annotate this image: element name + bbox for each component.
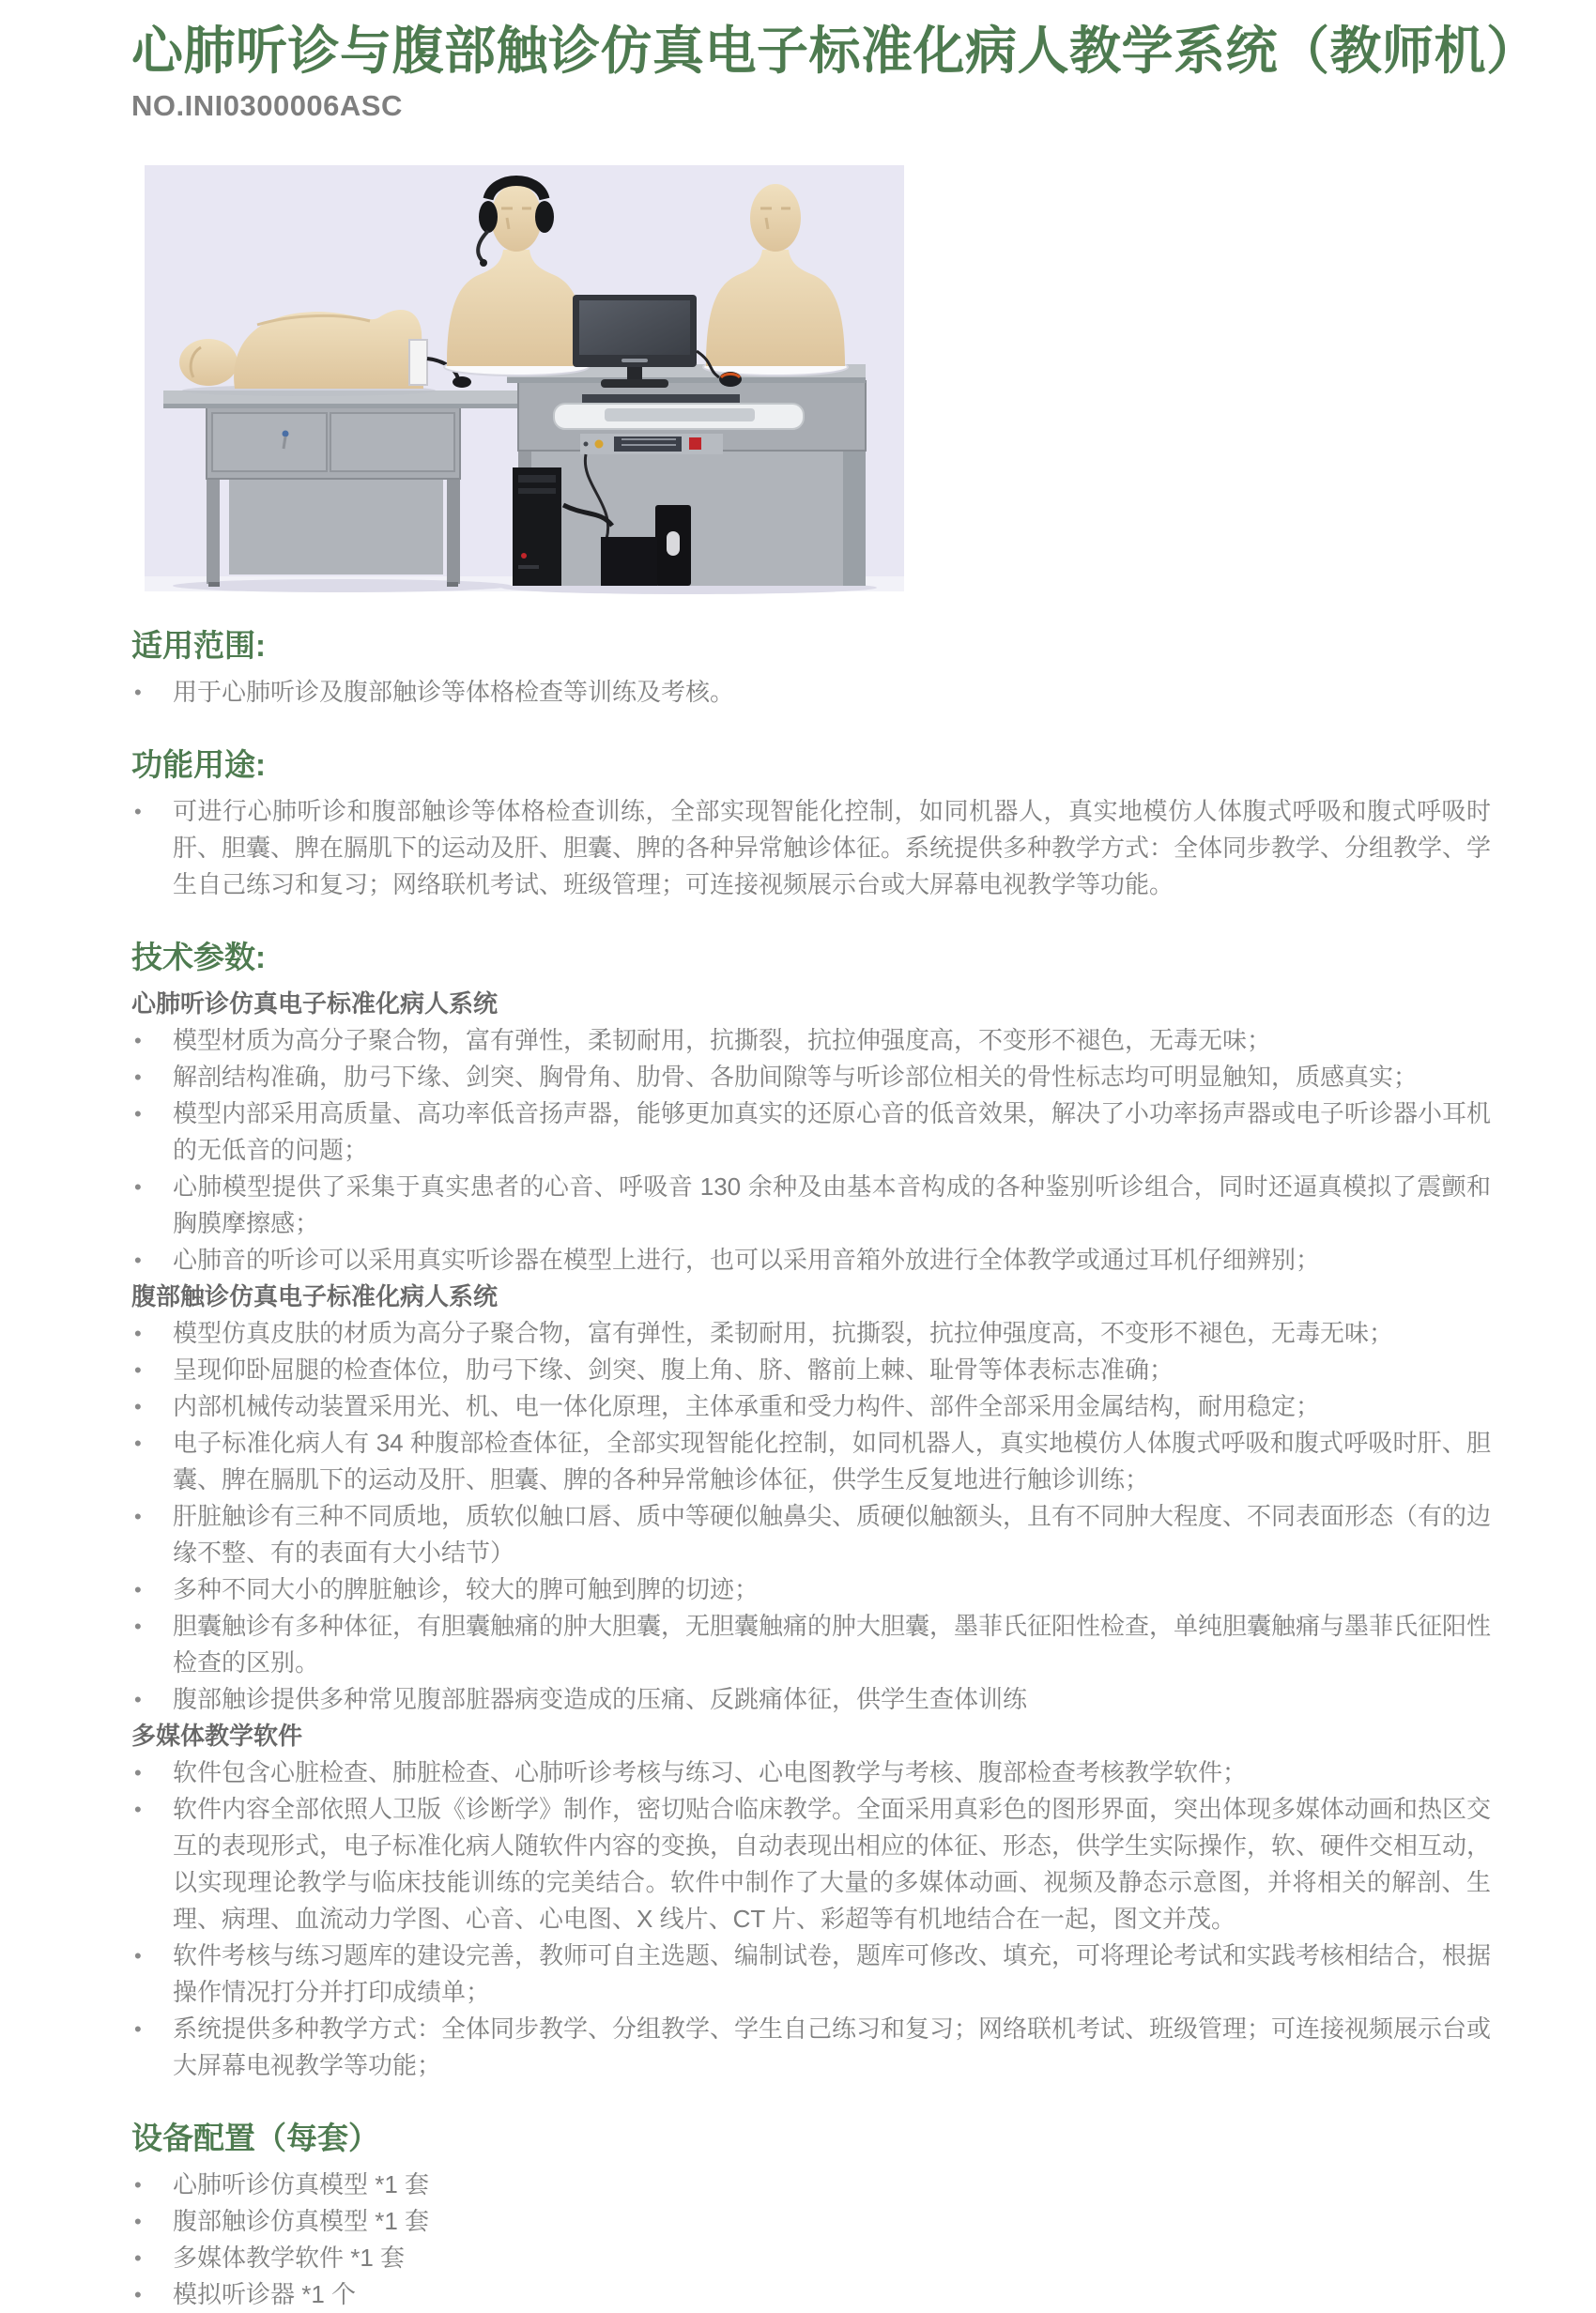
- list-item: • 多种不同大小的脾脏触诊，较大的脾可触到脾的切迹；: [131, 1571, 1491, 1608]
- scope-list: [131, 674, 1491, 711]
- software-spec-list: [131, 1754, 1491, 2084]
- list-item: • 模型材质为高分子聚合物，富有弹性，柔韧耐用，抗撕裂，抗拉伸强度高，不变形不褪色，无毒无味；: [131, 1022, 1491, 1059]
- list-item: • 系统提供多种教学方式：全体同步教学、分组教学、学生自己练习和复习；网络联机考试、班级管理；可连接视频展示台或大屏幕电视教学等功能；: [131, 2011, 1491, 2084]
- stethoscope: [453, 376, 471, 388]
- list-item: • 模拟听诊器 *1 个: [131, 2276, 1491, 2313]
- auscultation-spec-list: [131, 1022, 1491, 1279]
- list-item: • 模型仿真皮肤的材质为高分子聚合物，富有弹性，柔韧耐用，抗撕裂，抗拉伸强度高，不变形不褪色，无毒无味；: [131, 1315, 1491, 1352]
- list-item: • 腹部触诊提供多种常见腹部脏器病变造成的压痛、反跳痛体征，供学生查体训练: [131, 1681, 1491, 1718]
- list-item: • 解剖结构准确，肋弓下缘、剑突、胸骨角、肋骨、各肋间隙等与听诊部位相关的骨性标志均可明显触知，质感真实；: [131, 1059, 1491, 1095]
- product-photo-illustration: [145, 165, 904, 591]
- section-heading-specs: 技术参数:: [131, 939, 266, 974]
- pc-tower: [513, 467, 561, 586]
- power-button: [689, 437, 701, 450]
- list-item: • 腹部触诊仿真模型 *1 套: [131, 2203, 1491, 2240]
- list-item: • 软件内容全部依照人卫版《诊断学》制作，密切贴合临床教学。全面采用真彩色的图形界面，突出体现多媒体动画和热区交互的表现形式，电子标准化病人随软件内容的变换，自动表现出相应的体征、形态，供学生实际操作，软、硬件交相互动，以实现理论教学与临床技能训练的完美结合。软件中制作了大量的多媒体动画、视频及静态示意图，并将相关的解剖、生理、病理、血流动力学图、心音、心电图、X 线片、CT 片、彩超等有机地结合在一起，图文并茂。: [131, 1791, 1491, 1938]
- list-item: • 内部机械传动装置采用光、机、电一体化原理，主体承重和受力构件、部件全部采用金属结构，耐用稳定；: [131, 1388, 1491, 1425]
- function-list: [131, 793, 1491, 903]
- subheading-multimedia-software: 多媒体教学软件: [131, 1721, 303, 1750]
- subheading-auscultation-system: 心肺听诊仿真电子标准化病人系统: [131, 988, 499, 1018]
- list-item: • 呈现仰卧屈腿的检查体位，肋弓下缘、剑突、腹上角、脐、髂前上棘、耻骨等体表标志准确；: [131, 1352, 1491, 1388]
- list-item: • 心肺模型提供了采集于真实患者的心音、呼吸音 130 余种及由基本音构成的各种鉴别听诊组合，同时还逼真模拟了震颤和胸膜摩擦感；: [131, 1169, 1491, 1242]
- section-heading-config: 设备配置（每套）: [131, 2120, 379, 2155]
- list-item: • 可进行心肺听诊和腹部触诊等体格检查训练，全部实现智能化控制，如同机器人，真实地模仿人体腹式呼吸和腹式呼吸时肝、胆囊、脾在膈肌下的运动及肝、胆囊、脾的各种异常触诊体征。系统提供多种教学方式：全体同步教学、分组教学、学生自己练习和复习；网络联机考试、班级管理；可连接视频展示台或大屏幕电视教学等功能。: [131, 793, 1491, 903]
- list-item: • 电子标准化病人有 34 种腹部检查体征，全部实现智能化控制，如同机器人，真实地模仿人体腹式呼吸和腹式呼吸时肝、胆囊、脾在膈肌下的运动及肝、胆囊、脾的各种异常触诊体征，供学生反复地进行触诊训练；: [131, 1425, 1491, 1498]
- list-item: • 肝脏触诊有三种不同质地，质软似触口唇、质中等硬似触鼻尖、质硬似触额头，且有不同肿大程度、不同表面形态（有的边缘不整、有的表面有大小结节）: [131, 1498, 1491, 1571]
- list-item: • 模型内部采用高质量、高功率低音扬声器，能够更加真实的还原心音的低音效果，解决了小功率扬声器或电子听诊器小耳机的无低音的问题；: [131, 1095, 1491, 1169]
- section-heading-scope: 适用范围:: [131, 627, 266, 663]
- page-title: 心肺听诊与腹部触诊仿真电子标准化病人教学系统（教师机）: [131, 22, 1539, 80]
- list-item: • 心肺音的听诊可以采用真实听诊器在模型上进行，也可以采用音箱外放进行全体教学或通过耳机仔细辨别；: [131, 1242, 1491, 1279]
- list-item: • 用于心肺听诊及腹部触诊等体格检查等训练及考核。: [131, 674, 1491, 711]
- product-photo: [145, 165, 904, 591]
- connector-panel: [409, 340, 427, 385]
- list-item: • 多媒体教学软件 *1 套: [131, 2240, 1491, 2276]
- list-item: • 心肺听诊仿真模型 *1 套: [131, 2167, 1491, 2203]
- subheading-palpation-system: 腹部触诊仿真电子标准化病人系统: [131, 1281, 499, 1310]
- list-item: • 软件包含心脏检查、肺脏检查、心肺听诊考核与练习、心电图教学与考核、腹部检查考核教学软件；: [131, 1754, 1491, 1791]
- section-heading-function: 功能用途:: [131, 746, 266, 782]
- config-list: [131, 2167, 1491, 2313]
- list-item: • 胆囊触诊有多种体征，有胆囊触痛的肿大胆囊，无胆囊触痛的肿大胆囊，墨菲氏征阳性检查，单纯胆囊触痛与墨菲氏征阳性检查的区别。: [131, 1608, 1491, 1681]
- model-number: NO.INI0300006ASC: [131, 88, 403, 122]
- keyboard-tray: [554, 404, 804, 429]
- mouse: [719, 372, 742, 387]
- list-item: • 软件考核与练习题库的建设完善，教师可自主选题、编制试卷，题库可修改、填充，可将理论考试和实践考核相结合，根据操作情况打分并打印成绩单；: [131, 1938, 1491, 2011]
- palpation-spec-list: [131, 1315, 1491, 1718]
- keyboard: [582, 394, 740, 404]
- control-panel: [580, 434, 723, 454]
